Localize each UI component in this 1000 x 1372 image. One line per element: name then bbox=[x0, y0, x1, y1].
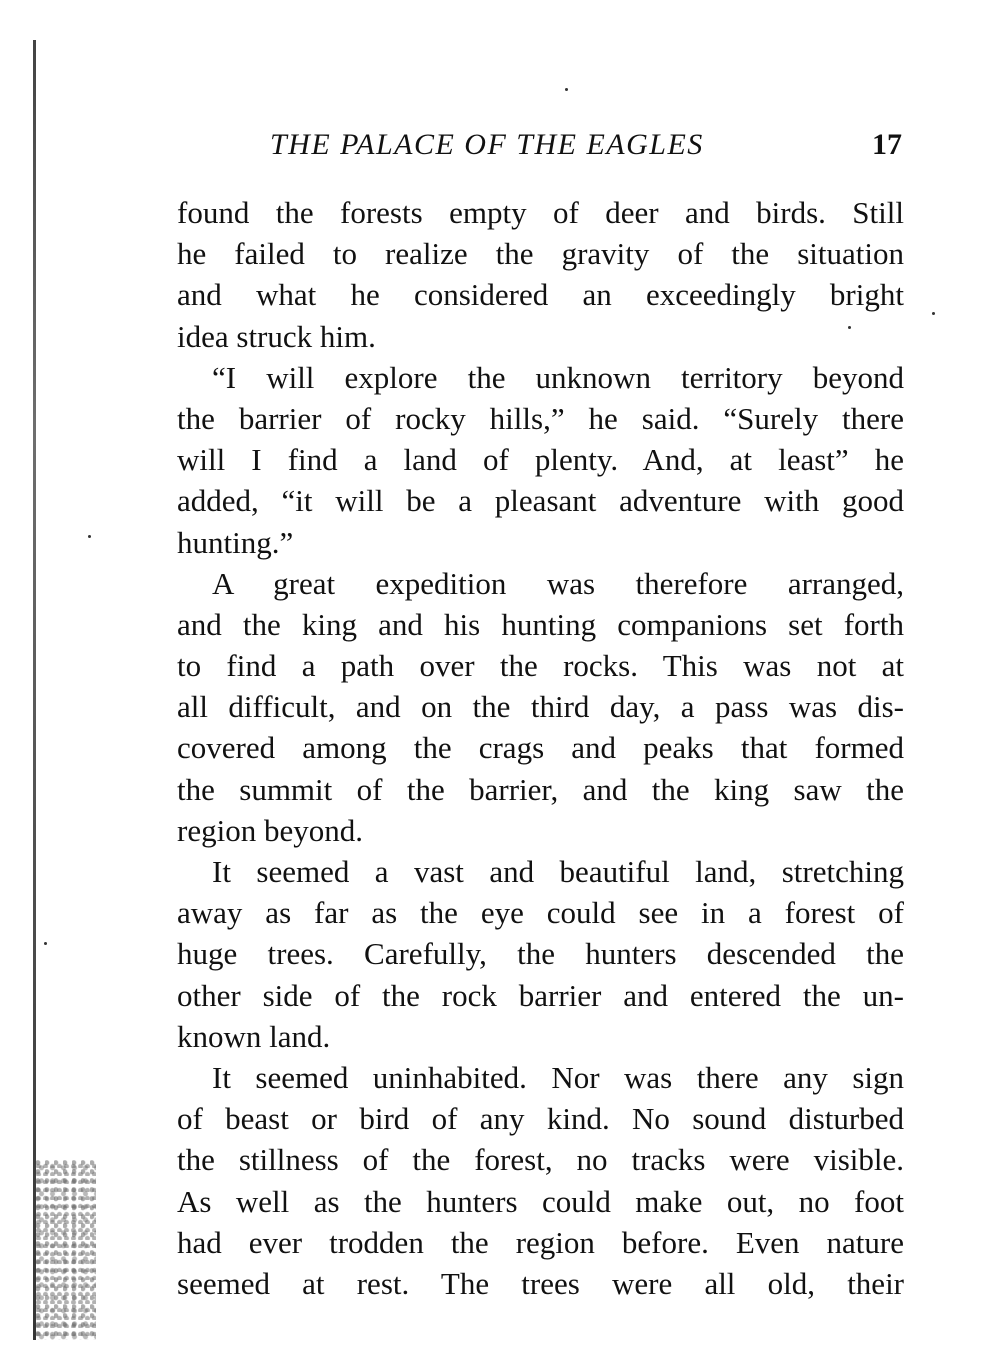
text-line: had ever trodden the region before. Even nature bbox=[177, 1224, 904, 1260]
text-line: huge trees. Carefully, the hunters descended the bbox=[177, 936, 904, 972]
text-line: added, “it will be a pleasant adventure with good bbox=[177, 483, 904, 519]
text-line: It seemed a vast and beautiful land, stretching bbox=[212, 854, 904, 889]
text-line: It seemed uninhabited. Nor was there any sign bbox=[212, 1059, 904, 1095]
text-line: “I will explore the unknown territory beyond bbox=[212, 359, 904, 395]
text-line: all difficult, and on the third day, a pass was dis- bbox=[177, 689, 904, 725]
text-line: and what he considered an exceedingly bright bbox=[177, 277, 904, 313]
running-head bbox=[270, 128, 902, 168]
running-title: THE PALACE OF THE EAGLES bbox=[270, 128, 704, 161]
text-line: found the forests empty of deer and birds. Still bbox=[177, 195, 904, 230]
text-line: away as far as the eye could see in a forest of bbox=[177, 895, 904, 931]
text-line: the stillness of the forest, no tracks were visible. bbox=[177, 1142, 904, 1178]
text-line: will I find a land of plenty. And, at least” he bbox=[177, 442, 904, 478]
text-line: As well as the hunters could make out, no foot bbox=[177, 1183, 904, 1219]
scan-speck bbox=[44, 942, 47, 945]
text-line: of beast or bird of any kind. No sound disturbed bbox=[177, 1101, 904, 1137]
scan-speck bbox=[565, 88, 568, 91]
text-line: to find a path over the rocks. This was not at bbox=[177, 648, 904, 684]
scan-speck bbox=[932, 312, 935, 315]
text-line: other side of the rock barrier and entered the un- bbox=[177, 977, 904, 1013]
text-line: the barrier of rocky hills,” he said. “Surely there bbox=[177, 400, 904, 436]
body-text bbox=[177, 192, 904, 1304]
page-number: 17 bbox=[872, 128, 902, 161]
scan-noise bbox=[36, 1160, 96, 1340]
text-line: seemed at rest. The trees were all old, their bbox=[177, 1265, 904, 1301]
binding-edge bbox=[33, 40, 36, 1340]
text-line: covered among the crags and peaks that formed bbox=[177, 730, 904, 766]
text-line: A great expedition was therefore arranged, bbox=[212, 565, 904, 601]
scan-speck bbox=[88, 535, 91, 538]
text-line: he failed to realize the gravity of the situation bbox=[177, 236, 904, 272]
text-line: idea struck him. bbox=[177, 318, 376, 354]
text-line: known land. bbox=[177, 1018, 331, 1054]
text-line: region beyond. bbox=[177, 812, 363, 848]
text-line: and the king and his hunting companions set forth bbox=[177, 606, 904, 642]
text-line: the summit of the barrier, and the king saw the bbox=[177, 771, 904, 807]
text-line: hunting.” bbox=[177, 524, 294, 560]
